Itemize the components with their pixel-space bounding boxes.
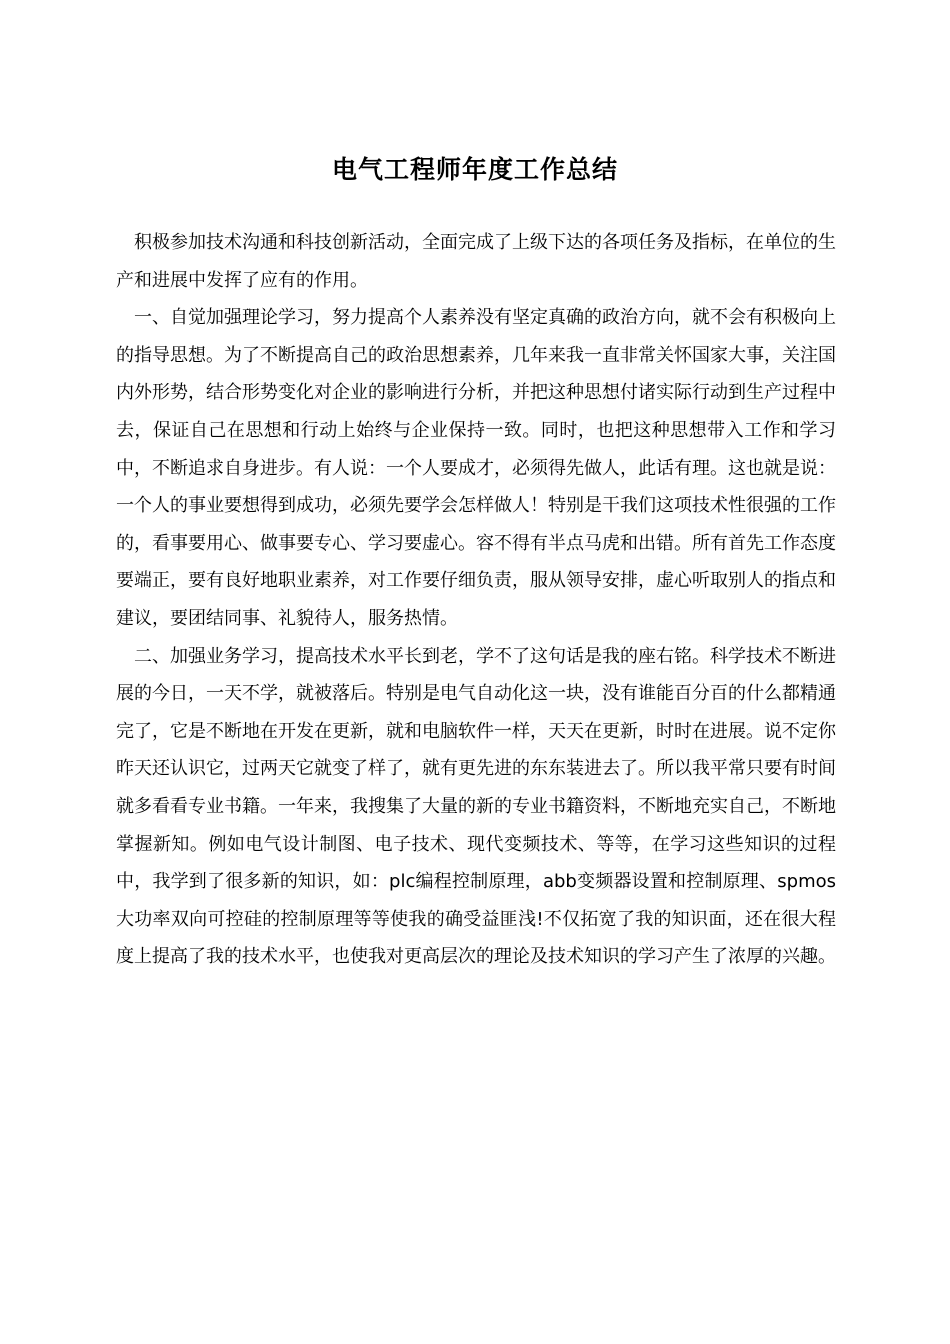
document-title: 电气工程师年度工作总结 xyxy=(331,154,618,184)
paragraph-intro: 积极参加技术沟通和科技创新活动，全面完成了上级下达的各项任务及指标，在单位的生产和进展中发挥了应有的作用。 xyxy=(116,232,836,291)
paragraph-section-2: 二、加强业务学习，提高技术水平长到老，学不了这句话是我的座右铭。科学技术不断进展的今日，一天不学，就被落后。特别是电气自动化这一块，没有谁能百分百的什么都精通完了，它是不断地在开发在更新，就和电脑软件一样，天天在更新，时时在进展。说不定你昨天还认识它，过两天它就变了样了，就有更先进的东东装进去了。所以我平常只要有时间就多看看专业书籍。一年来，我搜集了大量的新的专业书籍资料，不断地充实自己，不断地掌握新知。例如电气设计制图、电子技术、现代变频技术、等等，在学习这些知识的过程中，我学到了很多新的知识，如：plc编程控制原理，abb变频器设置和控制原理、spmos大功率双向可控硅的控制原理等等使我的确受益匪浅!不仅拓宽了我的知识面，还在很大程度上提高了我的技术水平，也使我对更高层次的理论及技术知识的学习产生了浓厚的兴趣。 xyxy=(116,645,836,968)
document-body xyxy=(116,224,836,976)
paragraph-section-1: 一、自觉加强理论学习，努力提高个人素养没有坚定真确的政治方向，就不会有积极向上的指导思想。为了不断提高自己的政治思想素养，几年来我一直非常关怀国家大事，关注国内外形势，结合形势变化对企业的影响进行分析，并把这种思想付诸实际行动到生产过程中去，保证自己在思想和行动上始终与企业保持一致。同时，也把这种思想带入工作和学习中，不断追求自身进步。有人说：一个人要成才，必须得先做人，此话有理。这也就是说：一个人的事业要想得到成功，必须先要学会怎样做人！特别是干我们这项技术性很强的工作的，看事要用心、做事要专心、学习要虚心。容不得有半点马虎和出错。所有首先工作态度要端正，要有良好地职业素养，对工作要仔细负责，服从领导安排，虚心听取别人的指点和建议，要团结同事、礼貌待人，服务热情。 xyxy=(116,307,836,629)
